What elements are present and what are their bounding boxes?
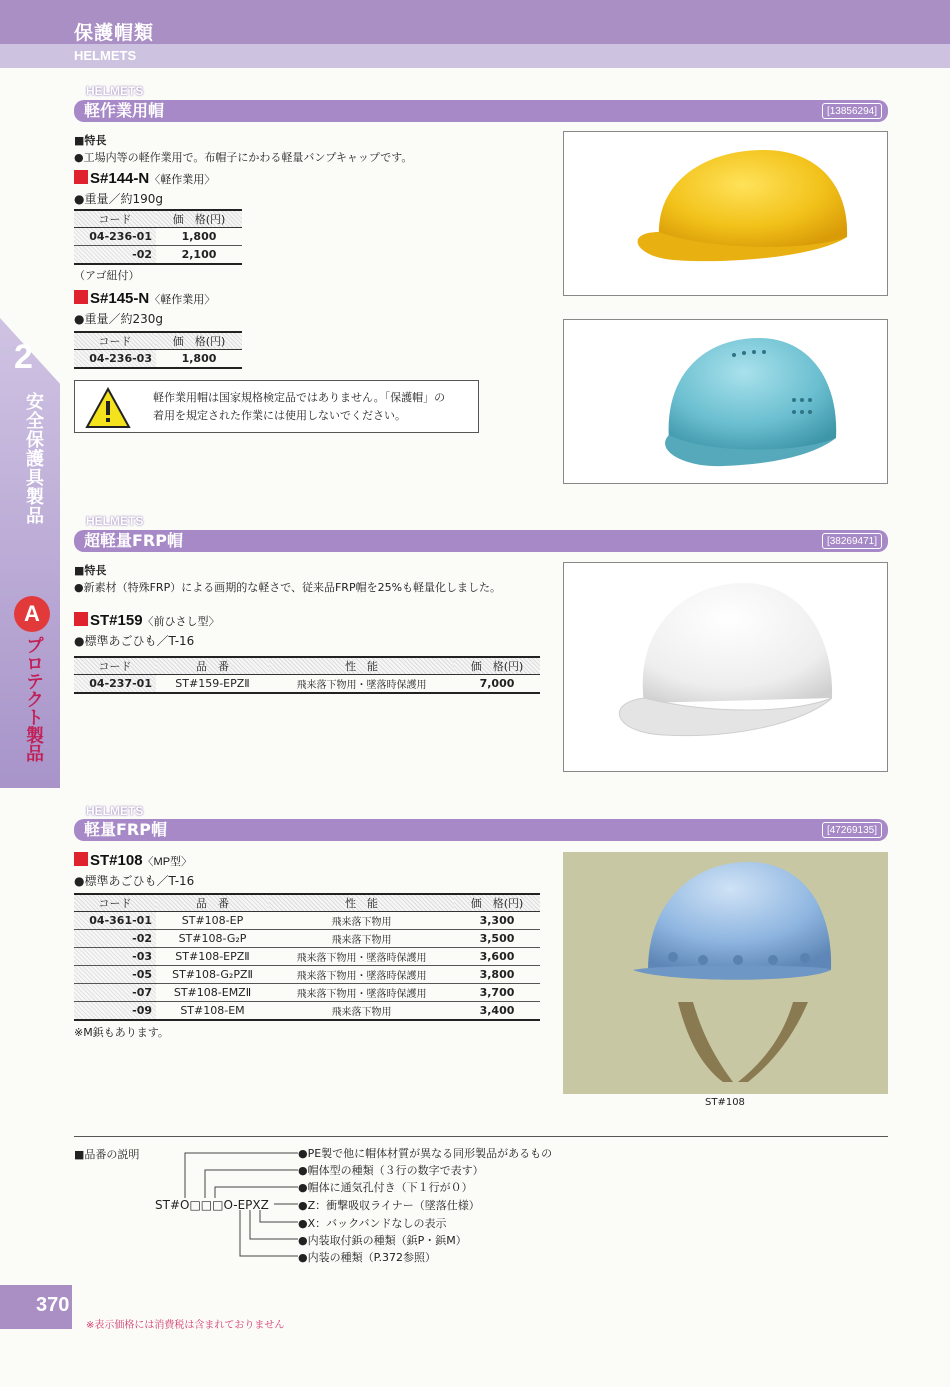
section-header-bar	[74, 530, 888, 552]
code-cell: -09	[74, 1002, 156, 1020]
price-cell: 3,700	[454, 984, 540, 1002]
teal-helmet-image	[564, 320, 888, 484]
price-cell: 3,600	[454, 948, 540, 966]
model-number: S#144-N	[90, 170, 150, 187]
model-type: 〈前ひさし型〉	[142, 616, 220, 628]
feature-heading: ■特長	[74, 564, 107, 577]
table-row	[74, 984, 540, 1002]
category-badge: A	[14, 596, 50, 632]
table-row	[74, 930, 540, 948]
chapter-title: 安全保護具製品	[23, 392, 44, 525]
legend-item: ●PE製で他に帽体材質が異なる同形製品があるもの	[298, 1147, 553, 1160]
section-header-bar	[74, 100, 888, 122]
product-photo-s145	[563, 319, 888, 484]
table-row	[74, 966, 540, 984]
col-header: 品 番	[156, 657, 269, 675]
model-name	[74, 290, 215, 307]
price-cell: 2,100	[156, 246, 242, 264]
product-photo-s144	[563, 131, 888, 296]
product-photo-st108	[563, 852, 888, 1094]
red-square-icon	[74, 290, 88, 304]
blue-helmet-image	[563, 852, 888, 1094]
col-header: 価 格(円)	[454, 657, 540, 675]
model-type: 〈MP型〉	[142, 856, 193, 868]
spec-text: ●標準あごひも／T-16	[74, 874, 195, 888]
model-number: ST#159	[90, 612, 143, 629]
section-header-bar	[74, 819, 888, 841]
table-row	[74, 246, 242, 264]
table-note: （アゴ紐付）	[74, 269, 140, 282]
code-cell: 04-236-03	[74, 350, 156, 368]
part-cell: ST#108-G₂PZⅡ	[156, 966, 269, 984]
legend-formula: ST#O□□□O-EPXZ	[155, 1198, 269, 1212]
photo-caption: ST#108	[705, 1097, 745, 1108]
code-cell: -03	[74, 948, 156, 966]
performance-cell: 飛来落下物用・墜落時保護用	[269, 966, 454, 984]
feature-text: ●工場内等の軽作業用で。布帽子にかわる軽量バンプキャップです。	[74, 151, 413, 164]
warning-triangle-icon	[85, 387, 131, 429]
part-cell: ST#108-G₂P	[156, 930, 269, 948]
price-cell: 1,800	[156, 228, 242, 246]
section-label: HELMETS	[86, 514, 144, 528]
code-cell: 04-236-01	[74, 228, 156, 246]
performance-cell: 飛来落下物用	[269, 930, 454, 948]
legend-item: ●X：バックバンドなしの表示	[298, 1217, 447, 1230]
white-helmet-image	[564, 563, 888, 772]
section-code: [38269471]	[822, 533, 882, 549]
warning-text	[153, 389, 445, 425]
part-cell: ST#108-EM	[156, 1002, 269, 1020]
feature-heading: ■特長	[74, 134, 107, 147]
model-type: 〈軽作業用〉	[149, 294, 216, 306]
spec-text: ●標準あごひも／T-16	[74, 634, 195, 648]
divider	[74, 1136, 888, 1137]
col-header: 価 格(円)	[156, 332, 242, 350]
section-title: 軽作業用帽	[84, 101, 165, 120]
code-cell: -07	[74, 984, 156, 1002]
price-cell: 3,800	[454, 966, 540, 984]
spec-table	[74, 656, 540, 694]
col-header: コード	[74, 894, 156, 912]
red-square-icon	[74, 612, 88, 626]
table-row	[74, 350, 242, 368]
col-header: コード	[74, 657, 156, 675]
feature-text: ●新素材（特殊FRP）による画期的な軽さで、従来品FRP帽を25%も軽量化しました。	[74, 581, 502, 594]
page-title: 保護帽類	[74, 22, 155, 44]
performance-cell: 飛来落下物用・墜落時保護用	[269, 984, 454, 1002]
red-square-icon	[74, 170, 88, 184]
table-row	[74, 948, 540, 966]
table-row	[74, 228, 242, 246]
model-type: 〈軽作業用〉	[149, 174, 216, 186]
col-header: 性 能	[269, 657, 454, 675]
code-cell: 04-361-01	[74, 912, 156, 930]
price-table	[74, 331, 242, 369]
page-number: 370	[36, 1294, 70, 1316]
warning-box	[74, 380, 479, 433]
col-header: 価 格(円)	[156, 210, 242, 228]
chapter-number: 2	[14, 338, 33, 376]
spec-text: ●重量／約190g	[74, 192, 163, 206]
code-cell: 04-237-01	[74, 675, 156, 693]
price-table	[74, 209, 242, 265]
model-name	[74, 852, 192, 869]
yellow-helmet-image	[564, 132, 888, 296]
warning-line: 着用を規定された作業には使用しないでください。	[153, 409, 406, 422]
price-cell: 3,300	[454, 912, 540, 930]
code-cell: -05	[74, 966, 156, 984]
price-cell: 7,000	[454, 675, 540, 693]
legend-item: ●内装の種類（P.372参照）	[298, 1251, 437, 1264]
part-cell: ST#108-EPZⅡ	[156, 948, 269, 966]
col-header: 価 格(円)	[454, 894, 540, 912]
table-row	[74, 912, 540, 930]
col-header: 品 番	[156, 894, 269, 912]
table-row	[74, 675, 540, 693]
legend-heading: ■品番の説明	[74, 1148, 140, 1161]
legend-item: ●帽体に通気孔付き（下１行が０）	[298, 1181, 473, 1194]
model-number: S#145-N	[90, 290, 150, 307]
model-name	[74, 612, 220, 629]
footnote: ※表示価格には消費税は含まれておりません	[86, 1320, 285, 1331]
section-code: [13856294]	[822, 103, 882, 119]
price-cell: 3,400	[454, 1002, 540, 1020]
spec-text: ●重量／約230g	[74, 312, 163, 326]
performance-cell: 飛来落下物用	[269, 1002, 454, 1020]
performance-cell: 飛来落下物用	[269, 912, 454, 930]
section-title: 軽量FRP帽	[84, 820, 167, 839]
warning-line: 軽作業用帽は国家規格検定品ではありません。「保護帽」の	[153, 391, 446, 404]
header-subband	[0, 44, 950, 68]
col-header: 性 能	[269, 894, 454, 912]
section-code: [47269135]	[822, 822, 882, 838]
table-row	[74, 1002, 540, 1020]
performance-cell: 飛来落下物用・墜落時保護用	[269, 948, 454, 966]
category-title: プロテクト製品	[23, 636, 44, 762]
part-cell: ST#108-EP	[156, 912, 269, 930]
col-header: コード	[74, 210, 156, 228]
col-header: コード	[74, 332, 156, 350]
spec-table	[74, 893, 540, 1021]
price-cell: 1,800	[156, 350, 242, 368]
product-photo-st159	[563, 562, 888, 772]
section-title: 超軽量FRP帽	[84, 531, 183, 550]
table-note: ※M鋲もあります。	[74, 1026, 169, 1039]
legend-item: ●Z：衝撃吸収ライナー（墜落仕様）	[298, 1199, 480, 1212]
model-number: ST#108	[90, 852, 143, 869]
part-cell: ST#108-EMZⅡ	[156, 984, 269, 1002]
red-square-icon	[74, 852, 88, 866]
section-label: HELMETS	[86, 804, 144, 818]
code-cell: -02	[74, 930, 156, 948]
performance-cell: 飛来落下物用・墜落時保護用	[269, 675, 454, 693]
legend-item: ●帽体型の種類（３行の数字で表す）	[298, 1164, 484, 1177]
code-cell: -02	[74, 246, 156, 264]
section-label: HELMETS	[86, 84, 144, 98]
price-cell: 3,500	[454, 930, 540, 948]
page-subtitle: HELMETS	[74, 48, 137, 63]
part-cell: ST#159-EPZⅡ	[156, 675, 269, 693]
legend-connector-lines	[180, 1148, 305, 1264]
model-name	[74, 170, 215, 187]
legend-item: ●内装取付鋲の種類（鋲P・鋲M）	[298, 1234, 467, 1247]
